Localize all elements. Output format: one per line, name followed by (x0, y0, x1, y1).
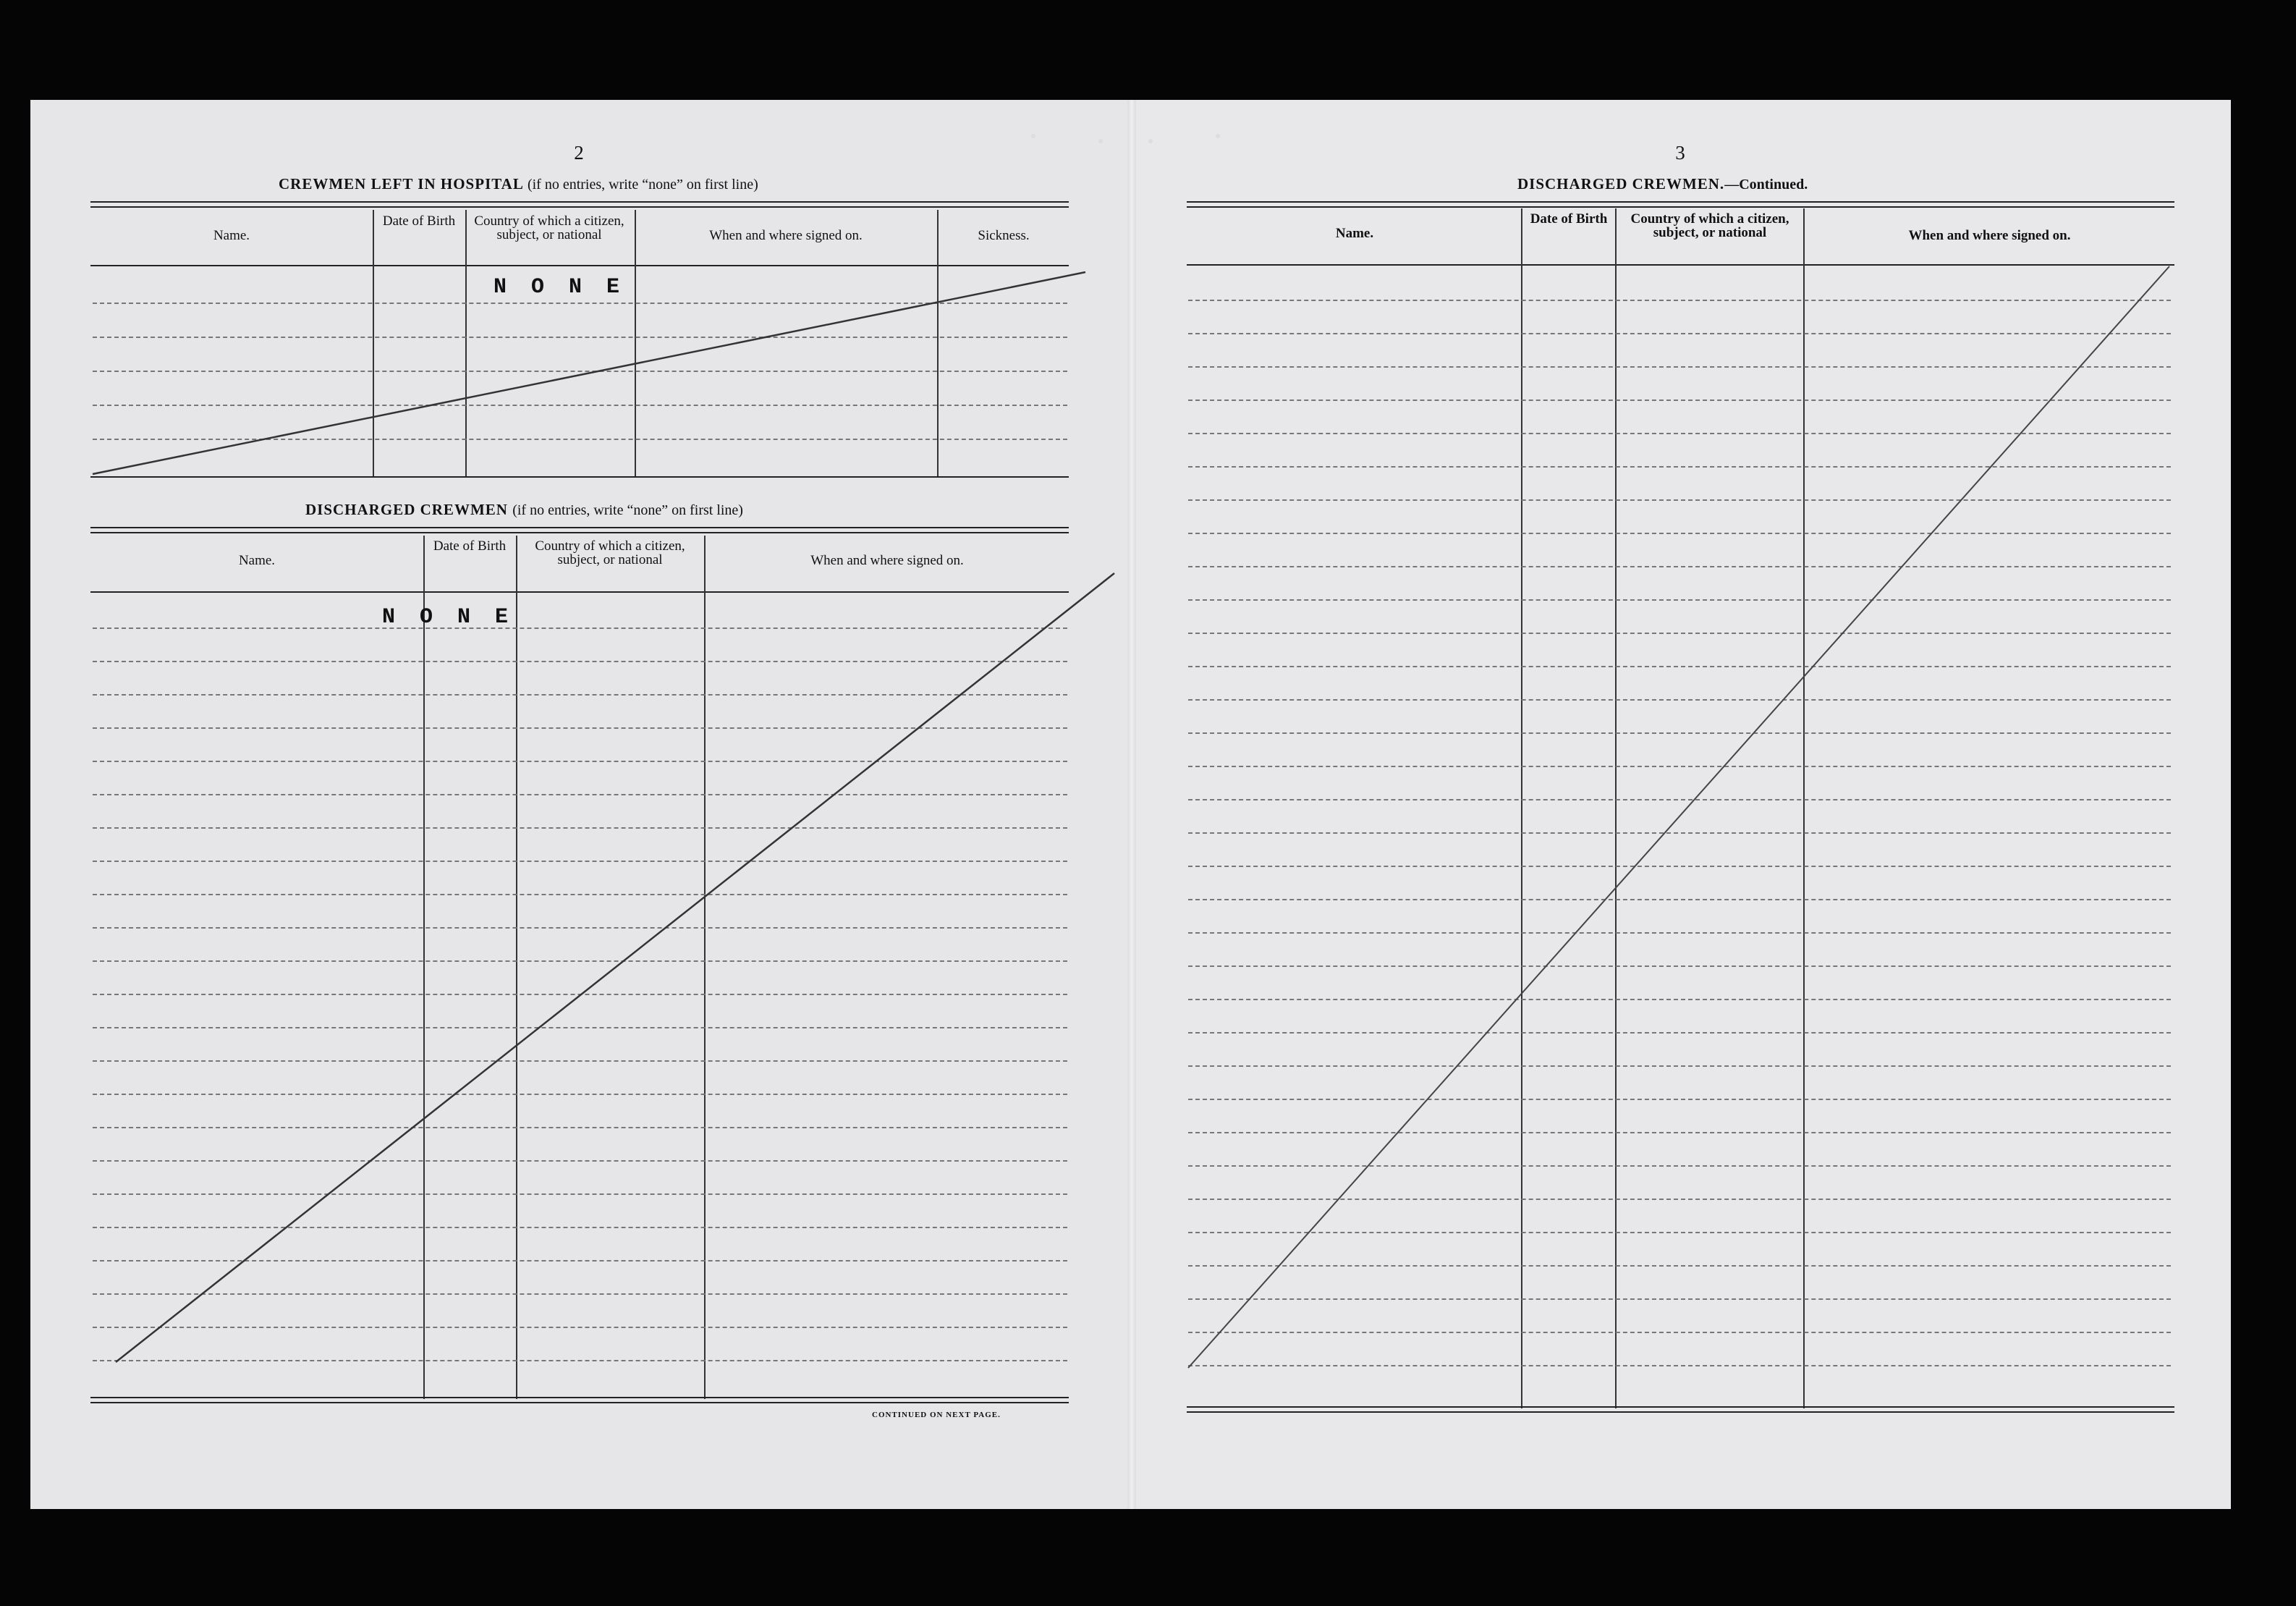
page-number: 3 (1675, 142, 1685, 164)
column-header-signed-on: When and where signed on. (1908, 228, 2071, 243)
column-header-country: Country of which a citizen, subject, or national (535, 538, 685, 567)
scan-speck (1031, 134, 1035, 138)
page-number: 2 (574, 142, 584, 164)
continued-strike-line (1188, 266, 2169, 1368)
column-header-date-of-birth: Date of Birth (382, 214, 456, 229)
hospital-strike-line (93, 272, 1085, 474)
column-header-signed-on: When and where signed on. (810, 553, 964, 568)
section-title-note: (if no entries, write “none” on first line) (512, 502, 743, 518)
hospital-entry-text: NONE (493, 275, 645, 300)
section-title-text: CREWMEN LEFT IN HOSPITAL (279, 175, 523, 193)
column-header-name: Name. (238, 553, 276, 568)
column-header-name: Name. (213, 228, 250, 243)
column-header-date-of-birth: Date of Birth (1530, 211, 1608, 227)
section-title-text: DISCHARGED CREWMEN. (1517, 175, 1725, 193)
column-header-signed-on: When and where signed on. (709, 228, 863, 243)
section-title-suffix: —Continued. (1724, 177, 1808, 193)
column-header-country: Country of which a citizen, subject, or national (1630, 211, 1789, 240)
discharged-strike-line (116, 573, 1114, 1362)
discharged-entry-text: NONE (382, 605, 533, 630)
scan-speck (1216, 134, 1220, 138)
column-header-sickness: Sickness. (978, 228, 1030, 243)
scan-speck (1098, 139, 1103, 143)
section-title-note: (if no entries, write “none” on first line) (527, 177, 758, 193)
column-header-name: Name. (1335, 226, 1374, 241)
scan-speck (1148, 139, 1153, 143)
section-title-text: DISCHARGED CREWMEN (305, 501, 508, 518)
column-header-country: Country of which a citizen, subject, or national (474, 214, 624, 242)
column-header-date-of-birth: Date of Birth (433, 538, 507, 554)
continued-footer: CONTINUED ON NEXT PAGE. (872, 1411, 1001, 1419)
